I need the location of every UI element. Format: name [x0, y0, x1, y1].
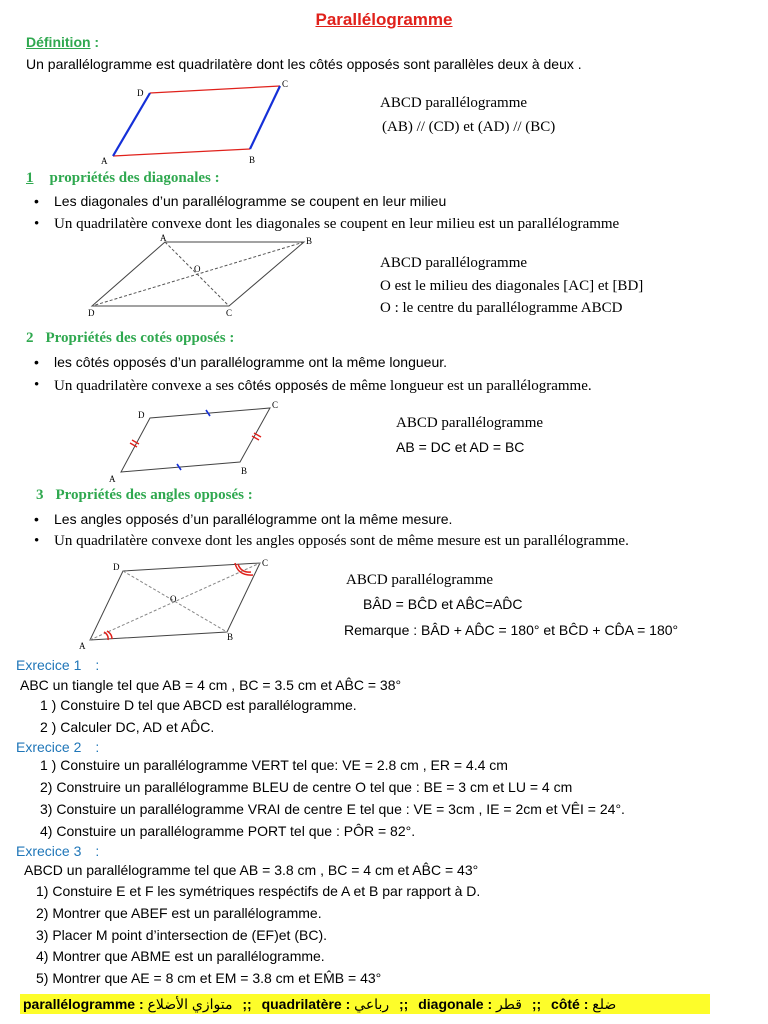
point-label-a: A: [160, 234, 167, 243]
section-3-number: 3: [36, 487, 44, 503]
point-label-c: C: [272, 400, 279, 410]
exercise-2-line-1: 1 ) Constuire un parallélogramme VERT tel que: VE = 2.8 cm , ER = 4.4 cm: [40, 757, 508, 773]
point-label-d: D: [113, 562, 120, 572]
point-label-d: D: [137, 88, 144, 98]
diagonal-bd: [92, 242, 304, 306]
section-1-bullet-1: • Les diagonales d’un parallélogramme se coupent en leur milieu: [54, 193, 446, 209]
exercise-1-title: Exrecice 1: [16, 657, 82, 673]
section-2-bullet-2: [54, 377, 592, 395]
fig1-line-1: ABCD parallélogramme: [380, 95, 528, 111]
vocab-term-4: côté: [551, 996, 580, 1012]
section-3-bullet-2: • Un quadrilatère convexe dont les angles opposés sont de même mesure est un parallélogramme.: [54, 533, 629, 550]
definition-colon: :: [90, 34, 100, 50]
exercise-2-line-2: 2) Construire un parallélogramme BLEU de centre O tel que : BE = 3 cm et LU = 4 cm: [40, 779, 573, 795]
page-title: Parallélogramme: [315, 10, 453, 29]
fig1-line-2: (AB) // (CD) et (AD) // (BC): [382, 119, 556, 135]
point-label-c: C: [282, 79, 289, 89]
fig2-line-3: O : le centre du parallélogramme ABCD: [380, 300, 623, 316]
section-1-heading: [26, 170, 220, 187]
exercise-3-line-4: 3) Placer M point d’intersection de (EF)et (BC).: [36, 927, 327, 943]
fig4-line-2: BÂD = BĈD et AB̂C=AD̂C: [363, 596, 523, 612]
section-2-bullet-1: • les côtés opposés d’un parallélogramme ont la même longueur.: [54, 354, 447, 370]
definition-heading: [26, 34, 99, 52]
exercise-2-heading: [16, 739, 99, 755]
exercise-3-line-3: 2) Montrer que ABEF est un parallélogramme.: [36, 905, 322, 921]
point-label-a: A: [101, 156, 108, 166]
section-2-title: Propriétés des cotés opposés :: [45, 330, 235, 346]
exercise-3-line-5: 4) Montrer que ABME est un parallélogramme.: [36, 948, 325, 964]
fig2-line-1: ABCD parallélogramme: [380, 255, 528, 271]
vocab-term-2: quadrilatère: [261, 996, 342, 1012]
section-1-number: 1: [26, 170, 34, 186]
exercise-3-colon: :: [95, 843, 100, 859]
point-label-b: B: [249, 155, 256, 165]
section-3-bullet-1: • Les angles opposés d’un parallélogramme ont la même mesure.: [54, 511, 452, 527]
definition-text: Un parallélogramme est quadrilatère dont les côtés opposés sont parallèles deux à deux .: [26, 56, 582, 72]
section-3-title: Propriétés des angles opposés :: [55, 487, 253, 503]
fig2-line-2: O est le milieu des diagonales [AC] et [BD]: [380, 278, 644, 294]
vocab-separator-1: ;;: [242, 996, 252, 1012]
exercise-3-title: Exrecice 3: [16, 843, 82, 859]
exercise-2-line-3: 3) Constuire un parallélogramme VRAI de centre E tel que : VE = 3cm , IE = 2cm et VÊI = 24°.: [40, 801, 625, 817]
exercise-1-line-1: ABC un tiangle tel que AB = 4 cm , BC = 3.5 cm et AB̂C = 38°: [20, 677, 402, 693]
point-label-d: D: [138, 410, 145, 420]
vocab-translation-1: متوازي الأضلاع: [147, 996, 233, 1012]
exercise-2-line-4: 4) Constuire un parallélogramme PORT tel que : PÔR = 82°.: [40, 823, 416, 839]
segment-ab: [113, 149, 250, 156]
point-label-b: B: [241, 466, 248, 476]
point-label-o: O: [170, 594, 177, 604]
vocabulary-bar: parallélogramme : متوازي الأضلاع ;; quadrilatère : رباعي ;; diagonale : قطر ;; côté : ضلع: [20, 994, 710, 1014]
section-2-number: 2: [26, 330, 34, 346]
point-label-o: O: [194, 264, 201, 274]
exercise-2-title: Exrecice 2: [16, 739, 82, 755]
exercise-3-line-6: 5) Montrer que AE = 8 cm et EM = 3.8 cm et EM̂B = 43°: [36, 970, 382, 986]
point-label-c: C: [226, 308, 233, 318]
segment-bc: [250, 86, 280, 149]
section-1-bullet-2: • Un quadrilatère convexe dont les diagonales se coupent en leur milieu est un parallélogramme: [54, 216, 619, 233]
exercise-1-colon: :: [95, 657, 100, 673]
figure-parallelogram-diagonals: [80, 234, 320, 318]
fig3-line-2: AB = DC et AD = BC: [396, 439, 525, 455]
point-label-a: A: [79, 641, 86, 650]
fig4-line-3: Remarque : BÂD + AD̂C = 180° et BĈD + CD̂A = 180°: [344, 622, 679, 638]
point-label-b: B: [227, 632, 234, 642]
figure-parallelogram-angles: [75, 558, 275, 650]
segment-ad: [113, 93, 150, 156]
fig4-line-1: ABCD parallélogramme: [346, 572, 494, 588]
section-2-bullet-2-bold: côtés opposés: [237, 377, 328, 393]
vocab-translation-4: ضلع: [592, 996, 617, 1012]
exercise-2-colon: :: [95, 739, 100, 755]
section-1-title: propriétés des diagonales :: [49, 170, 220, 186]
point-label-d: D: [88, 308, 95, 318]
definition-label: Définition: [26, 34, 91, 50]
exercise-1-line-3: 2 ) Calculer DC, AD et AD̂C.: [40, 719, 215, 735]
section-2-heading: [26, 330, 234, 347]
point-label-b: B: [306, 236, 313, 246]
vocab-translation-2: رباعي: [354, 996, 390, 1012]
vocab-separator-2: ;;: [399, 996, 409, 1012]
vocab-term-1: parallélogramme: [23, 996, 136, 1012]
segment-dc: [150, 86, 280, 93]
exercise-3-line-1: ABCD un parallélogramme tel que AB = 3.8 cm , BC = 4 cm et AB̂C = 43°: [24, 862, 479, 878]
vocab-separator-3: ;;: [531, 996, 542, 1012]
section-2-bullet-2-pre: Un quadrilatère convexe a ses: [54, 378, 238, 394]
point-label-c: C: [262, 558, 269, 568]
exercise-1-heading: [16, 657, 99, 673]
exercise-3-heading: [16, 843, 99, 859]
figure-parallelogram-equal-sides: [105, 398, 285, 484]
vocab-term-3: diagonale: [418, 996, 484, 1012]
exercise-1-line-2: 1 ) Constuire D tel que ABCD est parallélogramme.: [40, 697, 357, 713]
fig3-line-1: ABCD parallélogramme: [396, 415, 544, 431]
section-3-heading: [36, 487, 253, 504]
section-2-bullet-2-post: de même longueur est un parallélogramme.: [327, 378, 592, 394]
vocab-translation-3: قطر: [496, 996, 522, 1012]
exercise-3-line-2: 1) Constuire E et F les symétriques respéctifs de A et B par rapport à D.: [36, 883, 481, 899]
figure-parallelogram-sides: [95, 78, 305, 168]
point-label-a: A: [109, 474, 116, 484]
